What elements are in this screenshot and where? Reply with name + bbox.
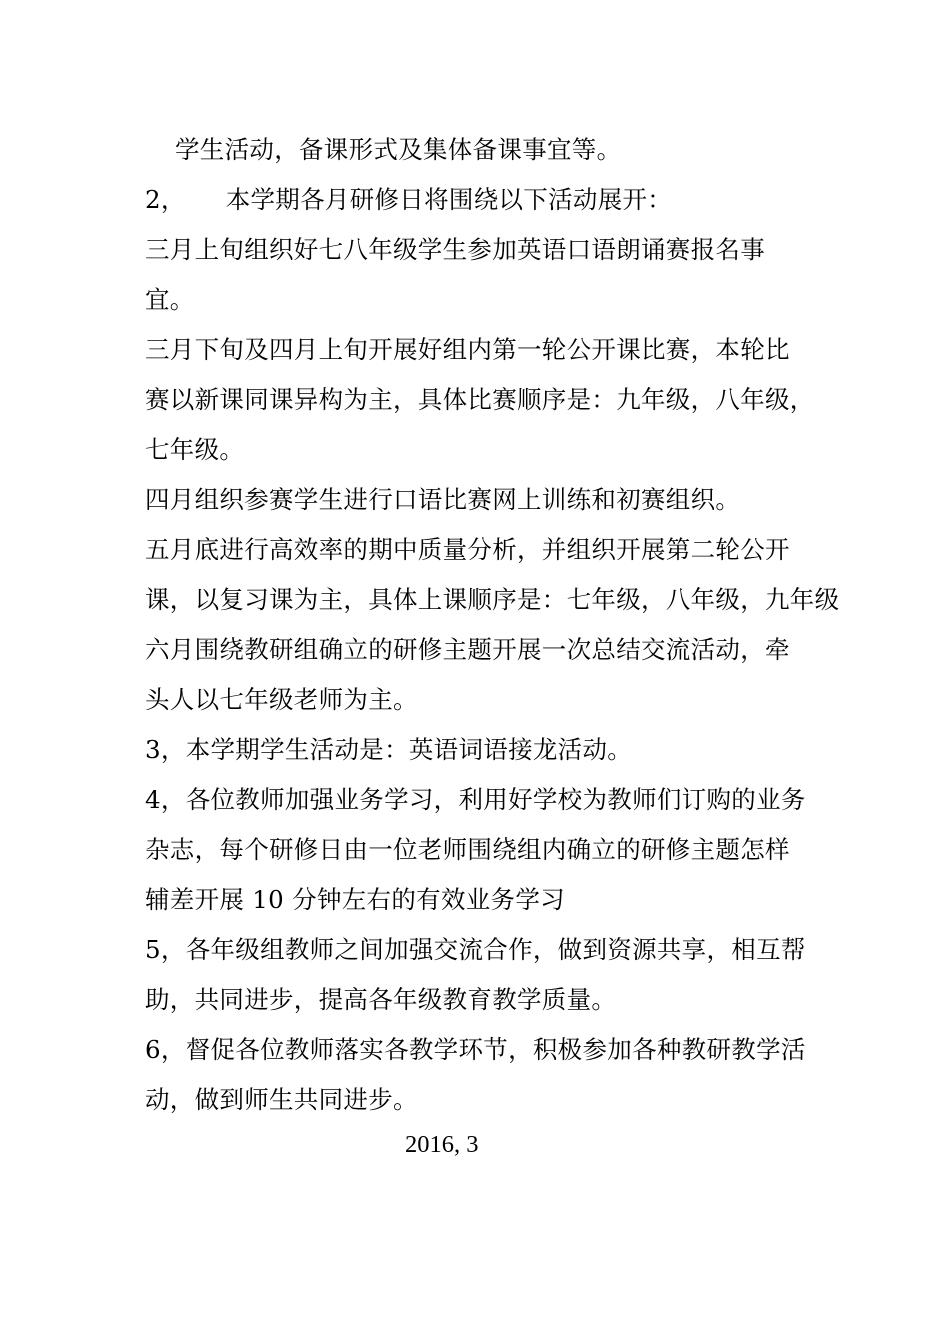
document-body (145, 125, 840, 1125)
paragraph-line: 六月围绕教研组确立的研修主题开展一次总结交流活动，牵 (145, 635, 790, 664)
paragraph-line: 4，各位教师加强业务学习，利用好学校为教师们订购的业务 (145, 785, 806, 814)
paragraph-line: 学生活动，备课形式及集体备课事宜等。 (175, 135, 622, 164)
document-date: 2016, 3 (405, 1131, 479, 1158)
paragraph-line: 课，以复习课为主，具体上课顺序是：七年级，八年级，九年级 (145, 585, 840, 614)
paragraph-line: 五月底进行高效率的期中质量分析，并组织开展第二轮公开 (145, 535, 790, 564)
paragraph-line: 3，本学期学生活动是：英语词语接龙活动。 (145, 735, 633, 764)
paragraph-line: 赛以新课同课异构为主，具体比赛顺序是：九年级，八年级， (145, 385, 815, 414)
paragraph-line: 杂志，每个研修日由一位老师围绕组内确立的研修主题怎样 (145, 835, 790, 864)
paragraph-line: 助，共同进步，提高各年级教育教学质量。 (145, 985, 617, 1014)
paragraph-line: 6，督促各位教师落实各教学环节，积极参加各种教研教学活 (145, 1035, 806, 1064)
paragraph-line: 动，做到师生共同进步。 (145, 1085, 418, 1114)
item-number: 2， (145, 185, 186, 214)
paragraph-line: 头人以七年级老师为主。 (145, 685, 418, 714)
paragraph-line: 七年级。 (145, 435, 245, 464)
paragraph-line: 四月组织参赛学生进行口语比赛网上训练和初赛组织。 (145, 485, 741, 514)
paragraph-line: 三月上旬组织好七八年级学生参加英语口语朗诵赛报名事 (145, 235, 765, 264)
paragraph-line: 宜。 (145, 285, 195, 314)
paragraph-line: 5，各年级组教师之间加强交流合作，做到资源共享，相互帮 (145, 935, 806, 964)
paragraph-line: 辅差开展 10 分钟左右的有效业务学习 (145, 885, 565, 914)
paragraph-line: 三月下旬及四月上旬开展好组内第一轮公开课比赛，本轮比 (145, 335, 790, 364)
paragraph-line (145, 175, 815, 225)
item-text: 本学期各月研修日将围绕以下活动展开： (225, 185, 673, 214)
